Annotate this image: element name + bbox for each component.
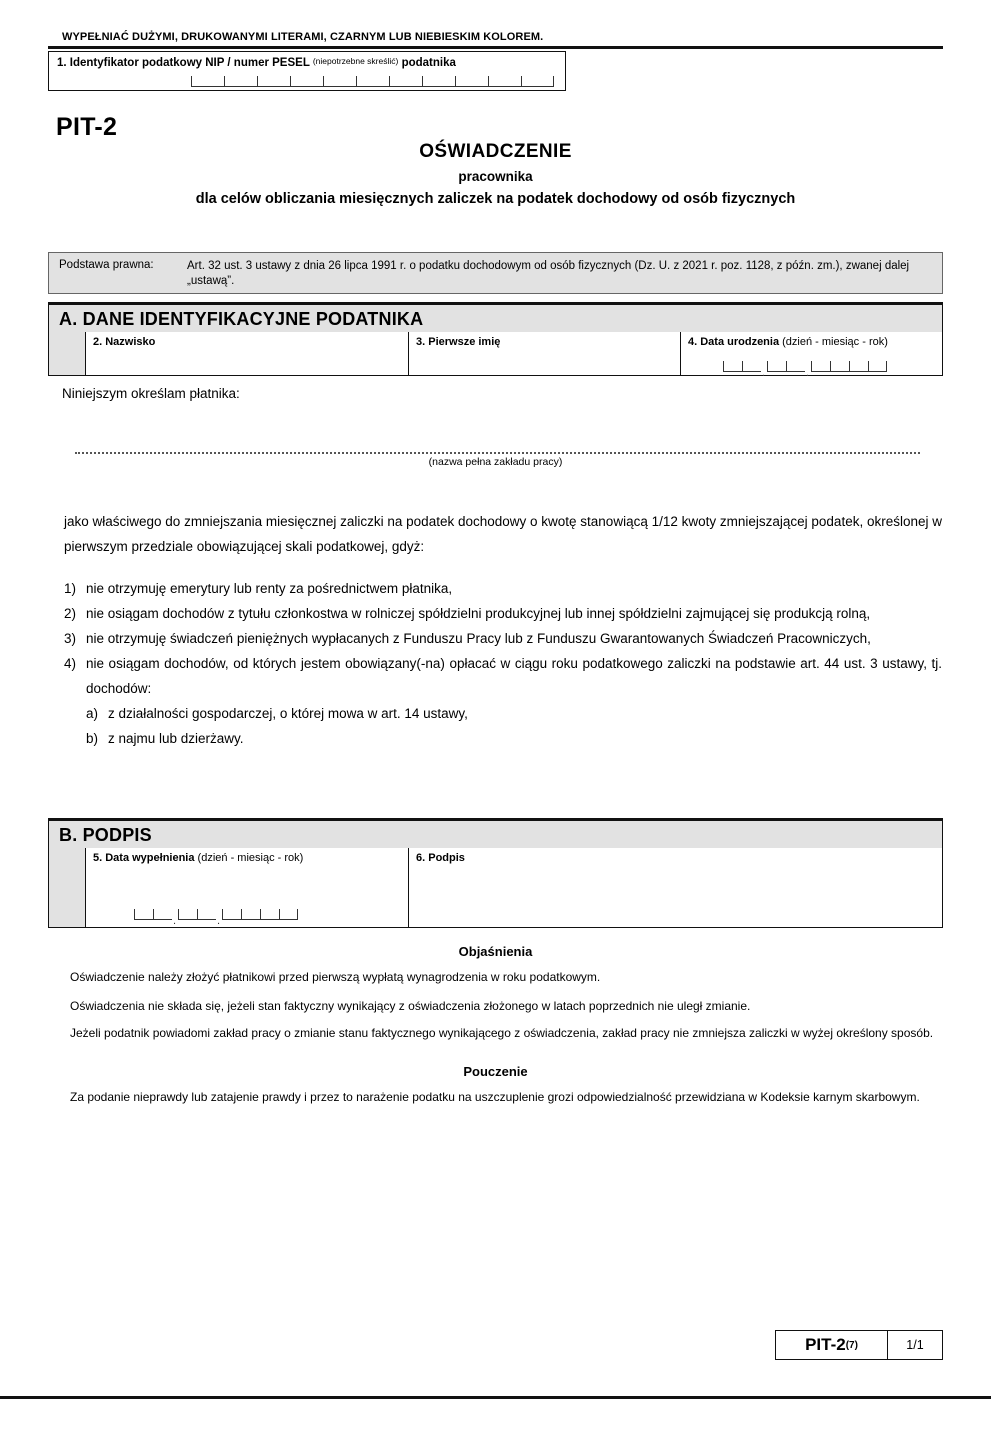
page-title: OŚWIADCZENIE: [419, 141, 572, 162]
section-a-title: A. DANE IDENTYFIKACYJNE PODATNIKA: [59, 309, 424, 329]
field-nazwisko-box[interactable]: [86, 332, 409, 375]
comb-separator: [805, 361, 811, 372]
page-subtitle-2: dla celów obliczania miesięcznych zaliczek na podatek dochodowy od osób fizycznych: [195, 191, 796, 207]
field-data-wypelnienia-label-note: (dzień - miesiąc - rok): [197, 852, 304, 864]
comb-cell[interactable]: [257, 76, 290, 87]
employer-name-caption: (nazwa pełna zakładu pracy): [428, 456, 563, 468]
employer-name-line[interactable]: [75, 440, 920, 454]
comb-cell[interactable]: [455, 76, 488, 87]
section-b-title: B. PODPIS: [59, 825, 152, 845]
comb-cell[interactable]: [742, 361, 761, 372]
comb-separator: [761, 361, 767, 372]
form-code-mark: PIT-2: [56, 113, 118, 141]
comb-cell[interactable]: [260, 909, 279, 920]
comb-cell[interactable]: [830, 361, 849, 372]
sublist-item-marker: a): [86, 706, 99, 721]
declaration-intro: Niniejszym określam płatnika:: [62, 386, 240, 401]
comb-cell[interactable]: [222, 909, 241, 920]
footer-form-code-box: [775, 1330, 943, 1360]
legal-basis-text: Art. 32 ust. 3 ustawy z dnia 26 lipca 1991 r. o podatku dochodowym od osób fizycznych (Dz. U. z 2021 r. poz. 1128, z późn. zm.), zwanej dalej „ustawą”.: [187, 260, 910, 287]
comb-separator: [216, 909, 222, 920]
list-item-marker: 1): [64, 581, 77, 596]
list-item-text: nie otrzymuję świadczeń pieniężnych wypłacanych z Funduszu Pracy lub z Funduszu Gwarantowanych Świadczeń Pracowniczych,: [86, 631, 871, 646]
sublist-item-text: z działalności gospodarczej, o której mowa w art. 14 ustawy,: [108, 706, 468, 721]
declaration-paragraph: jako właściwego do zmniejszania miesięcznej zaliczki na podatek dochodowy o kwotę stanowiącą 1/12 kwoty zmniejszającej podatek, określonej w pierwszym przedziale obowiązującej skali podatkowej, gdyż:: [64, 514, 942, 554]
explanations-paragraph: Oświadczenie należy złożyć płatnikowi przed pierwszą wypłatą wynagrodzenia w roku podatkowym.: [70, 970, 601, 984]
comb-cell[interactable]: [224, 76, 257, 87]
field-data-wypelnienia-label-num: 5. Data wypełnienia: [93, 852, 195, 864]
sublist-item-text: z najmu lub dzierżawy.: [108, 731, 244, 746]
declaration-sublist: [64, 701, 942, 751]
section-b-header: [48, 818, 943, 848]
list-item-text: nie otrzymuję emerytury lub renty za pośrednictwem płatnika,: [86, 581, 453, 596]
comb-cell[interactable]: [868, 361, 887, 372]
list-item-text: nie osiągam dochodów z tytułu członkostwa w rolniczej spółdzielni produkcyjnej lub innej spółdzielni zajmującej się produkcją rolną,: [86, 606, 871, 621]
field-nip-pesel-label: [57, 56, 456, 69]
field-data-urodzenia-label-note: (dzień - miesiąc - rok): [782, 336, 888, 348]
sublist-item: [86, 726, 942, 751]
field-nip-pesel-label-main: 1. Identyfikator podatkowy NIP / numer PESEL: [57, 57, 310, 69]
legal-basis-label: Podstawa prawna:: [59, 259, 154, 271]
section-a-header: [48, 302, 943, 332]
sublist-item-marker: b): [86, 731, 99, 746]
left-gutter: [49, 332, 86, 375]
field-imie-box[interactable]: [409, 332, 681, 375]
instruction-heading: Pouczenie: [463, 1064, 528, 1079]
fill-instruction-text: WYPEŁNIAĆ DUŻYMI, DRUKOWANYMI LITERAMI, CZARNYM LUB NIEBIESKIM KOLOREM.: [62, 31, 544, 43]
sublist-item: [86, 701, 942, 726]
field-data-urodzenia-box[interactable]: [681, 332, 942, 375]
field-podpis-label: 6. Podpis: [416, 852, 465, 864]
comb-cell[interactable]: [178, 909, 197, 920]
explanations-paragraph: Oświadczenia nie składa się, jeżeli stan faktyczny wynikający z oświadczenia złożonego w latach poprzednich nie uległ zmianie.: [70, 999, 751, 1013]
comb-cell[interactable]: [767, 361, 786, 372]
comb-cell[interactable]: [811, 361, 830, 372]
list-item-text: nie osiągam dochodów, od których jestem obowiązany(-na) opłacać w ciągu roku podatkowego zaliczki na podstawie art. 44 ust. 3 ustawy, tj. dochodów:: [86, 656, 942, 696]
footer-form-code-text: PIT-2: [805, 1335, 846, 1354]
footer-page-number: 1/1: [906, 1338, 924, 1352]
comb-cell[interactable]: [290, 76, 323, 87]
field-nip-pesel-label-note: (niepotrzebne skreślić): [312, 56, 399, 66]
comb-cell[interactable]: [488, 76, 521, 87]
comb-cell[interactable]: [153, 909, 172, 920]
field-data-wypelnienia-label: [93, 852, 303, 864]
list-item: [64, 651, 942, 701]
comb-cell[interactable]: [521, 76, 554, 87]
page-subtitle-1: pracownika: [458, 169, 533, 184]
field-nip-pesel-comb[interactable]: [191, 76, 554, 87]
section-b-body: [48, 848, 943, 928]
comb-cell[interactable]: [422, 76, 455, 87]
list-item-marker: 4): [64, 656, 77, 671]
section-a-body: [48, 332, 943, 376]
comb-cell[interactable]: [279, 909, 298, 920]
field-data-urodzenia-label: [688, 336, 888, 348]
explanations-paragraph: Jeżeli podatnik powiadomi zakład pracy o zmianie stanu faktycznego wynikającego z oświadczenia, zakład pracy nie zmniejsza zaliczki w wyżej określony sposób.: [70, 1026, 934, 1040]
field-imie-label: 3. Pierwsze imię: [416, 336, 501, 348]
comb-cell[interactable]: [241, 909, 260, 920]
header-divider: [48, 46, 943, 49]
field-nazwisko-label: 2. Nazwisko: [93, 336, 156, 348]
field-data-wypelnienia-box[interactable]: [86, 848, 409, 927]
comb-cell[interactable]: [786, 361, 805, 372]
instruction-paragraph: Za podanie nieprawdy lub zatajenie prawdy i przez to narażenie podatku na uszczuplenie grozi odpowiedzialność przewidziana w Kodeksie karnym skarbowym.: [70, 1090, 920, 1104]
list-item: [64, 601, 942, 626]
explanations-heading: Objaśnienia: [458, 944, 533, 959]
comb-cell[interactable]: [849, 361, 868, 372]
footer-form-version: (7): [845, 1339, 858, 1351]
list-item-marker: 3): [64, 631, 77, 646]
declaration-conditions-list: [64, 576, 942, 751]
left-gutter: [49, 848, 86, 927]
comb-cell[interactable]: [323, 76, 356, 87]
list-item-marker: 2): [64, 606, 77, 621]
comb-cell[interactable]: [389, 76, 422, 87]
list-item: [64, 626, 942, 651]
comb-separator: [172, 909, 178, 920]
field-data-urodzenia-comb[interactable]: [723, 361, 887, 372]
comb-cell[interactable]: [356, 76, 389, 87]
footer-divider: [0, 1396, 991, 1399]
field-nip-pesel-box[interactable]: [48, 51, 566, 91]
field-data-wypelnienia-comb[interactable]: [134, 909, 298, 920]
comb-cell[interactable]: [134, 909, 153, 920]
field-podpis-box[interactable]: [409, 848, 942, 927]
comb-cell[interactable]: [723, 361, 742, 372]
legal-basis-box: [48, 252, 943, 294]
field-nip-pesel-label-tail: podatnika: [401, 57, 456, 69]
comb-cell[interactable]: [191, 76, 224, 87]
list-item: [64, 576, 942, 601]
footer-form-code: [776, 1331, 888, 1359]
comb-cell[interactable]: [197, 909, 216, 920]
field-data-urodzenia-label-num: 4. Data urodzenia: [688, 336, 780, 348]
